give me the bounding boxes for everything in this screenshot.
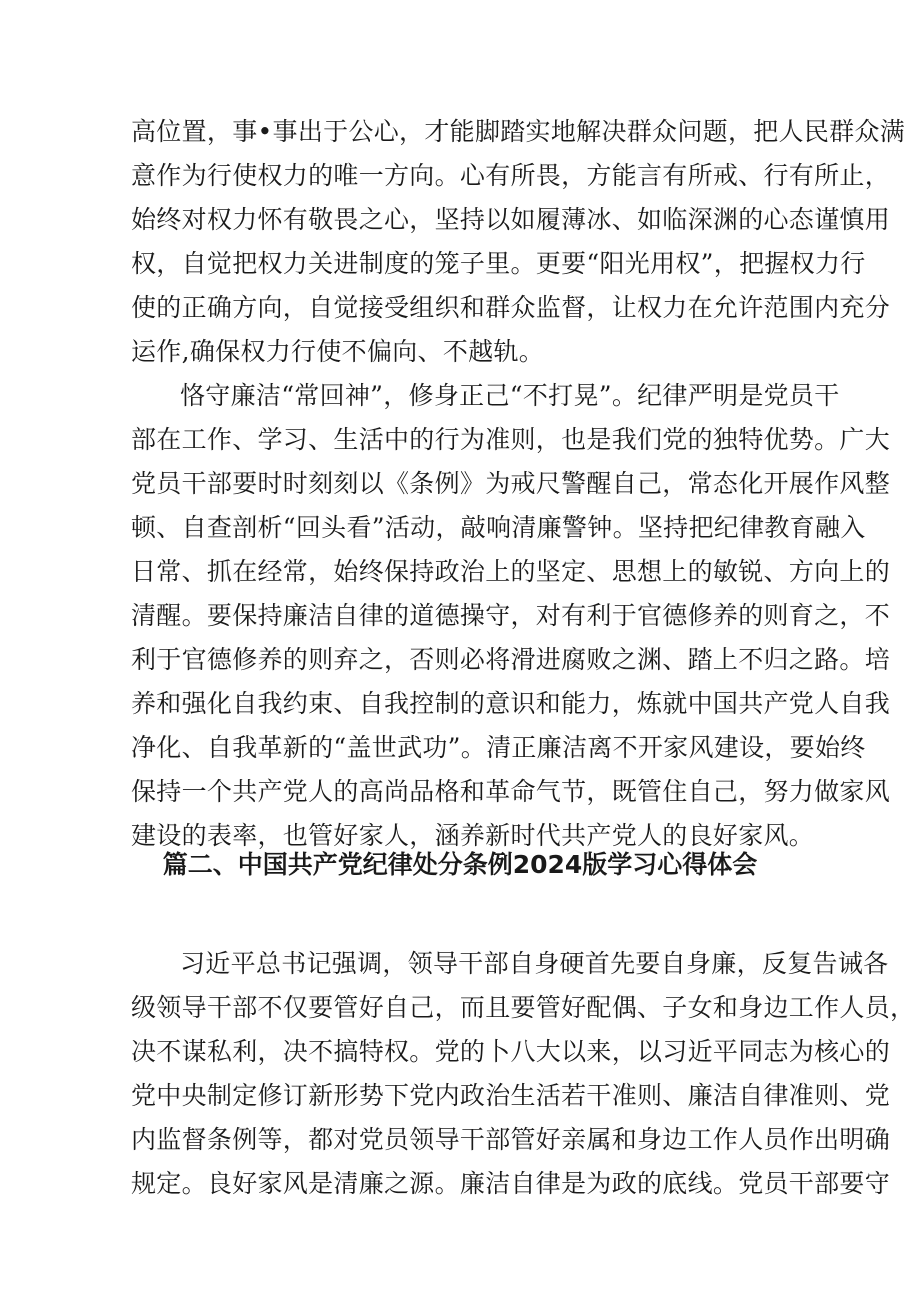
paragraph-line: 党员干部要时时刻刻以《条例》为戒尺警醒自己，常态化开展作风整 <box>131 469 891 498</box>
paragraph-line: 权，自觉把权力关进制度的笼子里。更要“阳光用权”，把握权力行 <box>131 249 866 278</box>
paragraph-line: 习近平总书记强调，领导干部自身硬首先要自身廉，反复告诫各 <box>180 949 889 978</box>
paragraph-line: 高位置，事•事出于公心，才能脚踏实地解决群众问题，把人民群众满 <box>131 117 906 146</box>
paragraph-line: 意作为行使权力的唯一方向。心有所畏，方能言有所戒、行有所止， <box>131 161 891 190</box>
paragraph-line: 规定。良好家风是清廉之源。廉洁自律是为政的底线。党员干部要守 <box>131 1169 891 1198</box>
paragraph-line: 清醒。要保持廉洁自律的道德操守，对有利于官德修养的则育之，不 <box>131 601 891 630</box>
section-heading: 篇二、中国共产党纪律处分条例2024版学习心得体会 <box>162 850 758 879</box>
paragraph-line: 决不谋私利，决不搞特权。党的卜八大以来，以习近平同志为核心的 <box>131 1037 891 1066</box>
paragraph-line: 内监督条例等，都对党员领导干部管好亲属和身边工作人员作出明确 <box>131 1125 891 1154</box>
paragraph-line: 部在工作、学习、生活中的行为准则，也是我们党的独特优势。广大 <box>131 425 891 454</box>
paragraph-line: 始终对权力怀有敬畏之心，坚持以如履薄冰、如临深渊的心态谨慎用 <box>131 205 891 234</box>
paragraph-line: 顿、自查剖析“回头看”活动，敲响清廉警钟。坚持把纪律教育融入 <box>131 513 866 542</box>
paragraph-line: 级领导干部不仅要管好自己，而且要管好配偶、子女和身边工作人员， <box>131 993 916 1022</box>
paragraph-line: 使的正确方向，自觉接受组织和群众监督，让权力在允许范围内充分 <box>131 293 891 322</box>
paragraph-line: 恪守廉洁“常回神”，修身正己“不打晃”。纪律严明是党员干 <box>180 381 840 410</box>
paragraph-line: 运作,确保权力行使不偏向、不越轨。 <box>131 337 545 366</box>
paragraph-line: 利于官德修养的则弃之，否则必将滑进腐败之渊、踏上不归之路。培 <box>131 645 891 674</box>
paragraph-line: 保持一个共产党人的高尚品格和革命气节，既管住自己，努力做家风 <box>131 777 891 806</box>
paragraph-line: 养和强化自我约束、自我控制的意识和能力，炼就中国共产党人自我 <box>131 689 891 718</box>
paragraph-line: 日常、抓在经常，始终保持政治上的坚定、思想上的敏锐、方向上的 <box>131 557 891 586</box>
paragraph-line: 净化、自我革新的“盖世武功”。清正廉洁离不开家风建设，要始终 <box>131 733 866 762</box>
paragraph-line: 建设的表率，也管好家人，涵养新时代共产党人的良好家风。 <box>131 821 815 850</box>
paragraph-line: 党中央制定修订新形势下党内政治生活若干准则、廉洁自律准则、党 <box>131 1081 891 1110</box>
